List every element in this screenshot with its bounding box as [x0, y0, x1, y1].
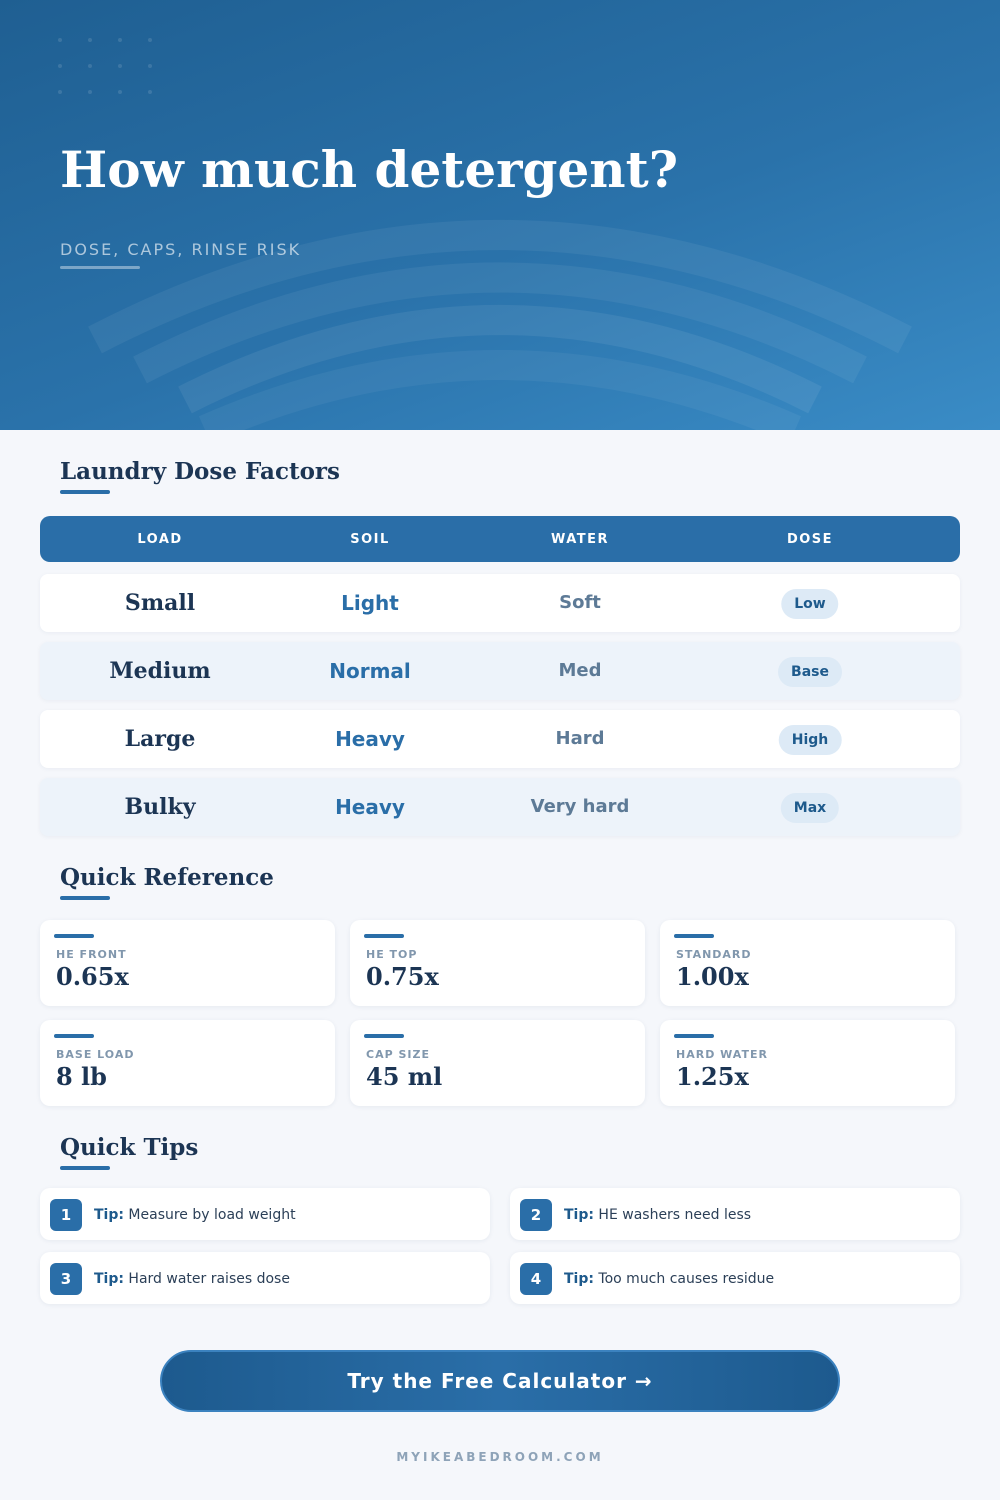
subtitle-underline: [60, 266, 140, 269]
card-label: HE FRONT: [56, 948, 127, 961]
card-value: 8 lb: [56, 1062, 107, 1091]
cell-load: Small: [124, 590, 196, 616]
cell-dose: [778, 642, 842, 700]
table-row: [40, 710, 960, 768]
quick-reference-title: Quick Reference: [60, 864, 274, 891]
card-label: HE TOP: [366, 948, 418, 961]
cell-water: Very hard: [530, 796, 630, 817]
section-underline: [60, 1166, 110, 1170]
table-row: [40, 778, 960, 836]
card-value: 0.75x: [366, 962, 439, 991]
header-load: LOAD: [137, 532, 183, 547]
section-underline: [60, 490, 110, 494]
free-calculator-button[interactable]: Try the Free Calculator →: [160, 1350, 840, 1412]
cell-load: Bulky: [124, 794, 196, 820]
tip-body: Hard water raises dose: [128, 1271, 290, 1287]
cell-load: Large: [124, 726, 196, 752]
footer-site-name: MYIKEABEDROOM.COM: [396, 1450, 604, 1464]
dose-badge: High: [779, 725, 842, 755]
tip-card: [40, 1252, 490, 1304]
cell-soil: Normal: [329, 659, 411, 683]
tip-body: Too much causes residue: [598, 1271, 775, 1287]
card-accent: [364, 1034, 404, 1038]
dose-badge: Low: [781, 589, 838, 619]
tip-text: [94, 1188, 296, 1240]
reference-card-he-front: [40, 920, 335, 1006]
card-accent: [364, 934, 404, 938]
cell-water: Med: [558, 660, 602, 681]
tip-prefix: Tip:: [564, 1207, 594, 1223]
page-subtitle: DOSE, CAPS, RINSE RISK: [60, 240, 302, 259]
reference-card-base-load: [40, 1020, 335, 1106]
tip-number-badge: 3: [50, 1263, 82, 1295]
section-underline: [60, 896, 110, 900]
card-label: HARD WATER: [676, 1048, 768, 1061]
cell-soil: Heavy: [335, 727, 405, 751]
tip-text: [564, 1188, 751, 1240]
card-value: 1.25x: [676, 1062, 749, 1091]
dose-badge: Max: [781, 793, 839, 823]
hero-banner: [0, 0, 1000, 430]
reference-card-he-top: [350, 920, 645, 1006]
reference-card-standard: [660, 920, 955, 1006]
tip-body: HE washers need less: [598, 1207, 752, 1223]
card-label: CAP SIZE: [366, 1048, 430, 1061]
table-header: [40, 516, 960, 562]
tip-number-badge: 4: [520, 1263, 552, 1295]
card-accent: [54, 1034, 94, 1038]
table-row: [40, 574, 960, 632]
card-value: 0.65x: [56, 962, 129, 991]
tip-prefix: Tip:: [94, 1271, 124, 1287]
cell-dose: [781, 574, 838, 632]
cell-load: Medium: [109, 658, 211, 684]
header-soil: SOIL: [350, 532, 390, 547]
reference-card-hard-water: [660, 1020, 955, 1106]
card-label: BASE LOAD: [56, 1048, 135, 1061]
card-label: STANDARD: [676, 948, 752, 961]
card-accent: [674, 1034, 714, 1038]
table-row: [40, 642, 960, 700]
cell-soil: Heavy: [335, 795, 405, 819]
cell-water: Soft: [559, 592, 601, 613]
dose-factors-title: Laundry Dose Factors: [60, 458, 340, 485]
tip-prefix: Tip:: [94, 1207, 124, 1223]
header-dose: DOSE: [786, 532, 834, 547]
reference-card-cap-size: [350, 1020, 645, 1106]
card-accent: [54, 934, 94, 938]
cell-dose: [781, 778, 839, 836]
tip-body: Measure by load weight: [128, 1207, 296, 1223]
card-value: 1.00x: [676, 962, 749, 991]
page-title: How much detergent?: [60, 140, 679, 199]
tip-text: [94, 1252, 290, 1304]
tip-text: [564, 1252, 774, 1304]
tip-number-badge: 1: [50, 1199, 82, 1231]
tip-prefix: Tip:: [564, 1271, 594, 1287]
card-value: 45 ml: [366, 1062, 443, 1091]
tip-number-badge: 2: [520, 1199, 552, 1231]
tip-card: [510, 1252, 960, 1304]
card-accent: [674, 934, 714, 938]
decorative-arcs: [0, 0, 1000, 430]
tip-card: [40, 1188, 490, 1240]
cell-soil: Light: [341, 591, 399, 615]
quick-tips-title: Quick Tips: [60, 1134, 199, 1161]
dose-badge: Base: [778, 657, 842, 687]
header-water: WATER: [550, 532, 610, 547]
cell-dose: [779, 710, 842, 768]
tip-card: [510, 1188, 960, 1240]
cell-water: Hard: [555, 728, 605, 749]
